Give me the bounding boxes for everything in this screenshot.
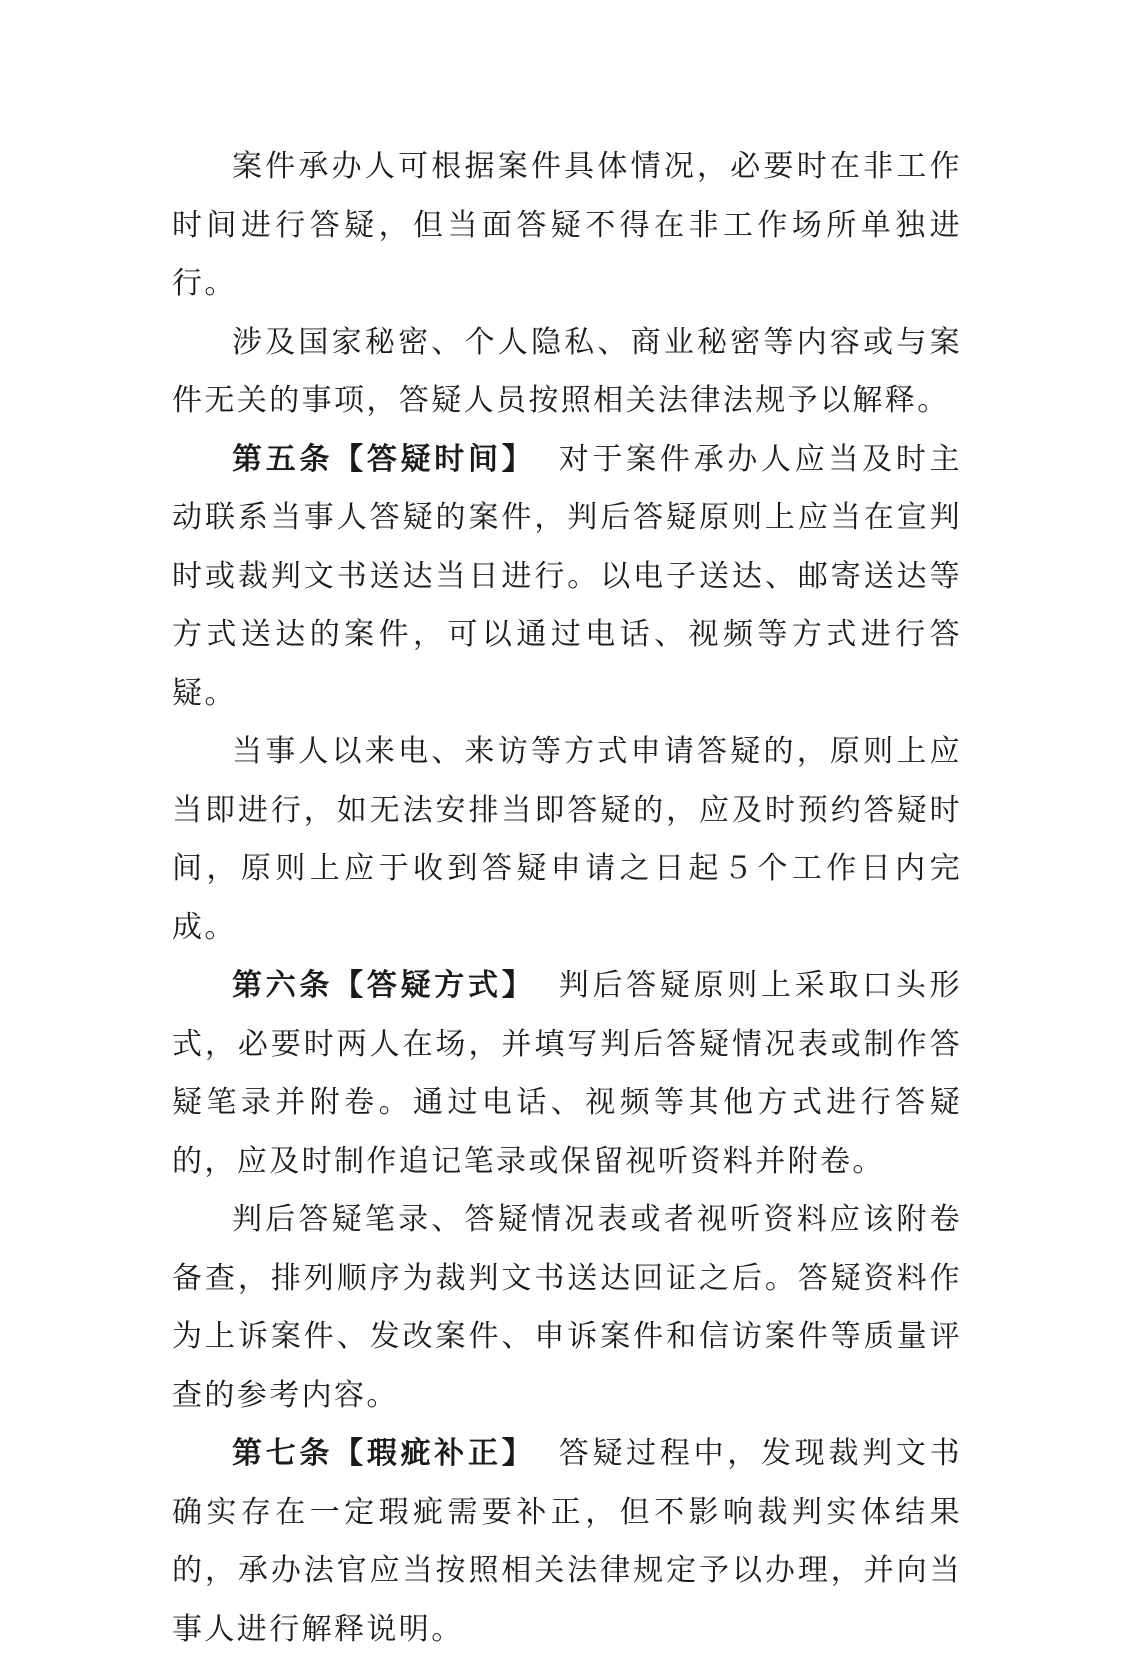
paragraph-after-hours-answering: [172, 138, 962, 314]
article-5-answering-time: [172, 431, 962, 724]
article-5-heading: 第五条【答疑时间】: [232, 441, 536, 477]
paragraph-confidential-matters: [172, 314, 962, 431]
article-5-text: 对于案件承办人应当及时主动联系当事人答疑的案件，判后答疑原则上应当在宣判时或裁判文书送达当日进行。以电子送达、邮寄送达等方式送达的案件，可以通过电话、视频等方式进行答疑。: [172, 441, 962, 711]
paragraph-application-answering: [172, 723, 962, 957]
article-6-answering-method: [172, 957, 962, 1191]
paragraph-text: 当事人以来电、来访等方式申请答疑的，原则上应当即进行，如无法安排当即答疑的，应及时预约答疑时间，原则上应于收到答疑申请之日起５个工作日内完成。: [172, 734, 962, 945]
paragraph-text: 判后答疑笔录、答疑情况表或者视听资料应该附卷备查，排列顺序为裁判文书送达回证之后。答疑资料作为上诉案件、发改案件、申诉案件和信访案件等质量评查的参考内容。: [172, 1202, 962, 1413]
paragraph-text: 案件承办人可根据案件具体情况，必要时在非工作时间进行答疑，但当面答疑不得在非工作场所单独进行。: [172, 149, 962, 301]
article-7-defect-correction: [172, 1425, 962, 1659]
paragraph-text: 涉及国家秘密、个人隐私、商业秘密等内容或与案件无关的事项，答疑人员按照相关法律法规予以解释。: [172, 324, 962, 418]
document-body: [172, 138, 962, 1659]
article-6-text: 判后答疑原则上采取口头形式，必要时两人在场，并填写判后答疑情况表或制作答疑笔录并附卷。通过电话、视频等其他方式进行答疑的，应及时制作追记笔录或保留视听资料并附卷。: [172, 968, 962, 1179]
article-7-text: 答疑过程中，发现裁判文书确实存在一定瑕疵需要补正，但不影响裁判实体结果的，承办法官应当按照相关法律规定予以办理，并向当事人进行解释说明。: [172, 1436, 962, 1647]
article-6-heading: 第六条【答疑方式】: [232, 968, 536, 1003]
paragraph-records-filing: [172, 1191, 962, 1425]
article-7-heading: 第七条【瑕疵补正】: [232, 1436, 536, 1471]
